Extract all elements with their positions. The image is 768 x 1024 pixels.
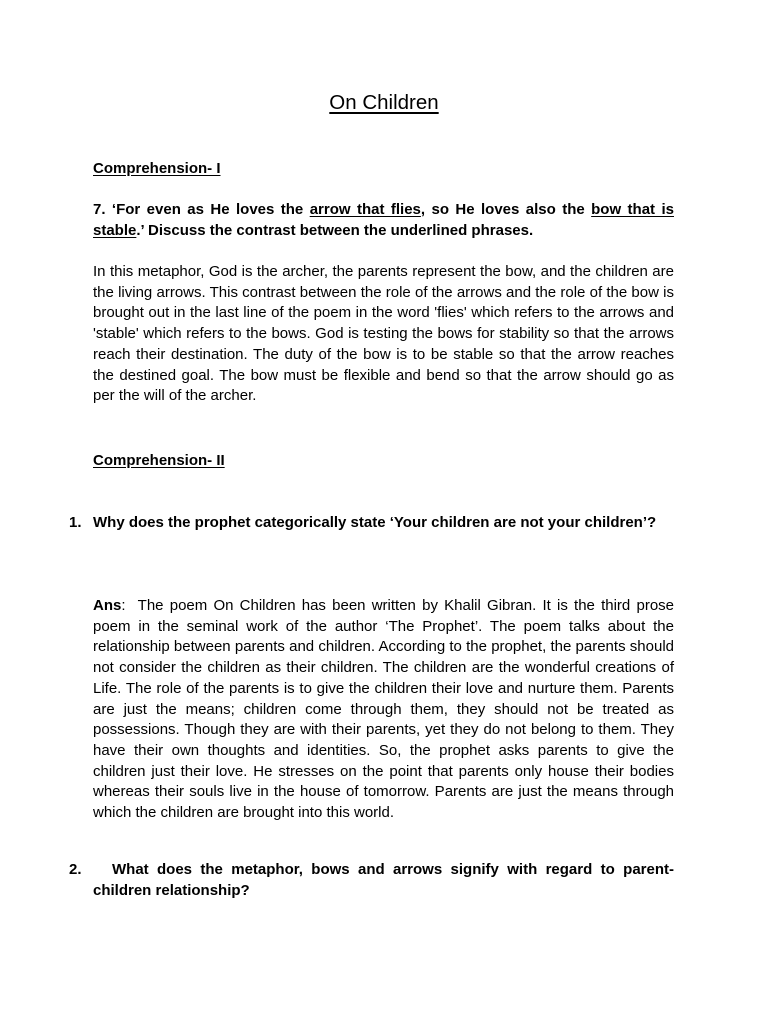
question-1-text: Why does the prophet categorically state ‘Your children are not your children’? [93,514,657,531]
page-title-text: On Children [329,91,439,114]
answer-label: Ans [93,597,122,614]
question-7-prefix: 7. ‘For even as He loves the [93,201,310,218]
question-7-middle: , so He loves also the [420,201,592,218]
question-1-number: 1. [69,514,82,531]
answer-1-paragraph [93,596,674,824]
underlined-phrase-bow: bow that is stable [93,201,674,239]
question-2-text: What does the metaphor, bows and arrows signify with regard to parent-children relationship? [93,861,674,899]
question-2-number: 2. [69,861,82,878]
question-7 [93,200,674,241]
answer-7-paragraph: In this metaphor, God is the archer, the parents represent the bow, and the children are the living arrows. This contrast between the role of the arrows and the role of the bow is brought out in the last line of the poem in the word 'flies' which refers to the arrows and 'stable' which refers to the bows. God is testing the bows for stability so that the arrows reach their destination. The duty of the bow is to be stable so that the arrow reaches the destined goal. The bow must be flexible and bend so that the arrow should go as per the will of the archer. [93,263,674,405]
section-heading-comprehension-1: Comprehension- I [93,160,221,177]
page-title [0,89,768,117]
answer-1-text: The poem On Children has been written by Khalil Gibran. It is the third prose poem in the seminal work of the author ‘The Prophet’. The poem talks about the relationship between parents and children. According to the prophet, the parents should not consider the children as their children. The children are the wonderful creations of Life. The role of the parents is to give the children their love and nurture them. Parents are just the means; children come through them, they should not be treated as possessions. Though they are with their parents, yet they do not belong to them. They have their own thoughts and identities. So, the prophet asks parents to give the children just their love. He stresses on the point that parents only house their bodies whereas their souls live in the house of tomorrow. Parents are just the means through which the children are brought into this world. [93,597,675,822]
section-heading-comprehension-2: Comprehension- II [93,452,225,469]
question-7-suffix: .’ Discuss the contrast between the underlined phrases. [136,221,534,239]
answer-separator: : [121,597,138,614]
underlined-phrase-arrow: arrow that flies [309,201,421,218]
